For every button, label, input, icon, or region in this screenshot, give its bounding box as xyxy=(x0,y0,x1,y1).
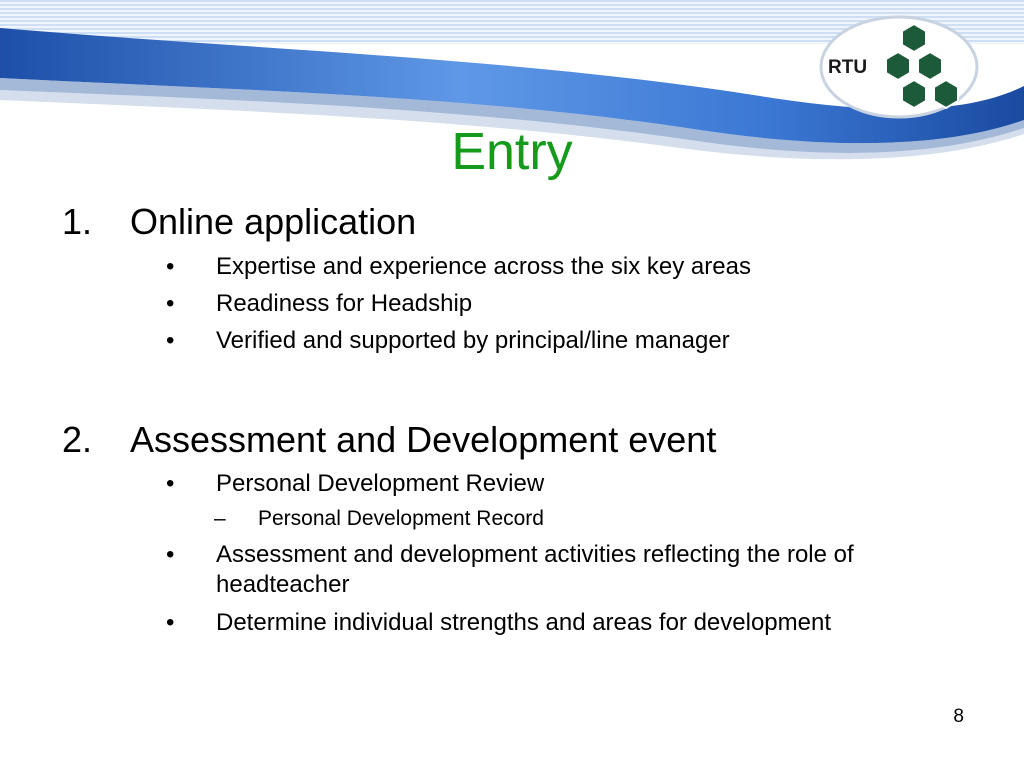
bullet-marker: • xyxy=(166,253,175,280)
list-heading: Online application xyxy=(130,201,417,242)
bullet-text: Verified and supported by principal/line manager xyxy=(216,327,730,354)
list-heading: Assessment and Development event xyxy=(130,419,717,460)
list-number: 1. xyxy=(62,201,93,242)
rtu-logo xyxy=(818,14,980,120)
bullet-text: Determine individual strengths and areas for development xyxy=(216,609,832,636)
bullet-text: Assessment and development activities reflecting the role of headteacher xyxy=(216,541,854,598)
bullet-marker: • xyxy=(166,541,175,568)
bullet-marker: • xyxy=(166,290,175,317)
bullet-text: Readiness for Headship xyxy=(216,290,473,317)
page-number: 8 xyxy=(953,706,964,727)
bullet-marker: • xyxy=(166,470,175,497)
sub-bullet-marker: – xyxy=(214,507,226,530)
slide-title: Entry xyxy=(451,123,573,181)
bullet-marker: • xyxy=(166,609,175,636)
list-number: 2. xyxy=(62,419,93,460)
sub-bullet-text: Personal Development Record xyxy=(258,507,544,530)
logo-text: RTU xyxy=(828,57,868,78)
bullet-marker: • xyxy=(166,327,175,354)
bullet-text: Expertise and experience across the six key areas xyxy=(216,253,751,280)
bullet-text: Personal Development Review xyxy=(216,470,545,497)
